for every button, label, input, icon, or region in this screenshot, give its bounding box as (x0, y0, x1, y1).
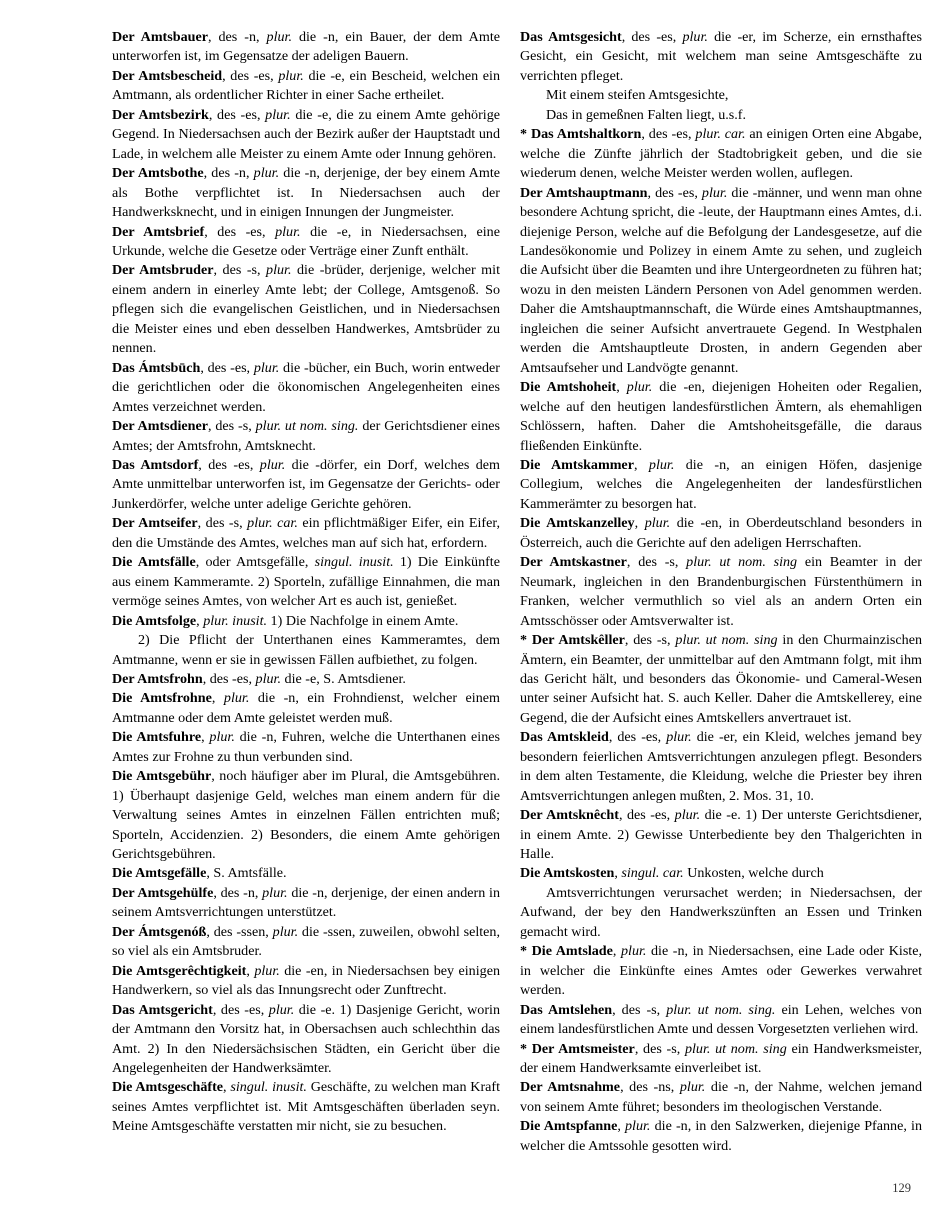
entry-grammar-italic: plur. (682, 29, 708, 45)
entry-grammar-italic: plur. (275, 223, 301, 240)
entry-headword: Das Amtskleid (520, 729, 609, 746)
entry-body: die -n, der Nahme, welchen jemand von seinem Amte führet; besonders im theologischen Verstande. (520, 1079, 922, 1115)
entry-body: die -e, ein Bescheid, welchen ein Amtmann, als ordentlicher Richter in einer Sache ertheilet. (112, 67, 500, 104)
entry-grammar-plain: , (246, 962, 255, 979)
entry-headword: Die Amtsgerêchtigkeit (112, 962, 247, 979)
dictionary-entry (112, 514, 500, 553)
entry-grammar-plain: , des -s, (207, 418, 256, 435)
entry-headword: Die Amtsgefälle (112, 865, 207, 882)
dictionary-entry (520, 553, 922, 631)
entry-headword: Der Ámtsgenóß (112, 923, 207, 940)
entry-headword: Der Amtseifer (112, 515, 198, 532)
entry-grammar-italic: plur. (266, 262, 292, 279)
dictionary-entry (520, 514, 922, 553)
entry-grammar-plain: , S. Amtsfälle. (206, 865, 287, 882)
right-column (520, 28, 922, 1156)
entry-grammar-plain: , des -s, (634, 1040, 685, 1057)
entry-body: die -e, in Niedersachsen, eine Urkunde, welche die Gesetze oder Verträge einer Zunft enthält. (112, 223, 500, 259)
entry-body: die -n, ein Bauer, der dem Amte unterworfen ist, im Gegensatze der adeligen Bauern. (112, 29, 500, 65)
entry-headword: Das Amtsgericht (112, 1001, 213, 1018)
entry-headword: Das Amtslehen (520, 1001, 613, 1018)
dictionary-entry (112, 261, 500, 358)
entry-body: die -n, in den Salzwerken, diejenige Pfanne, in welcher die Amtssohle gesotten wird. (520, 1118, 922, 1154)
entry-headword: Der Amtsbruder (112, 262, 214, 279)
entry-body: die -er, im Scherze, ein ernsthaftes Gesicht, ein Gesicht, mit welchem man seine Amtsgeschäfte zu verrichten pfleget. (520, 29, 922, 84)
entry-grammar-plain: , oder Amtsgefälle, (195, 554, 315, 571)
entry-headword: Die Amtsfolge (112, 612, 197, 629)
left-column (112, 28, 500, 1137)
entry-grammar-plain: , des -es, (198, 456, 260, 473)
dictionary-entry (112, 359, 500, 417)
entry-body: ein Lehen, welches von einem landesfürstlichen Amte und dessen Vorgesetzten verliehen wird. (520, 1001, 922, 1038)
entry-grammar-italic: plur. ut nom. sing (684, 1040, 787, 1057)
entry-grammar-italic: plur. (268, 1001, 295, 1018)
entry-grammar-italic: plur. car. (695, 126, 746, 143)
entry-grammar-plain: , des -s, (626, 554, 687, 571)
dictionary-entry (112, 728, 500, 767)
dictionary-entry (112, 417, 500, 456)
entry-body: die -en, in Oberdeutschland besonders in Österreich, auch die Gerichte auf den adeligen Herrschaften. (520, 515, 923, 551)
entry-grammar-italic: plur. (620, 943, 647, 960)
entry-grammar-plain: , des -s, (612, 1001, 667, 1018)
dictionary-entry (520, 1001, 922, 1040)
entry-grammar-plain: , des -es, (208, 106, 266, 123)
entry-body: die -dörfer, ein Dorf, welches dem Amte unmittelbar unterworfen ist, im Gegensatze der Gerichts- oder Junkerdörfer, welche unter adelige Gerichte gehören. (112, 456, 501, 512)
dictionary-entry (112, 612, 500, 631)
entry-grammar-plain: , (201, 729, 210, 746)
entry-grammar-plain: , des -n, (203, 165, 254, 182)
dictionary-entry (112, 670, 500, 689)
entry-grammar-plain: , (633, 456, 649, 473)
entry-grammar-italic: plur. (253, 359, 280, 376)
entry-grammar-plain: , des -es, (641, 126, 696, 143)
dictionary-entry (112, 864, 500, 883)
entry-body: die -n, derjenige, der einen andern in seinem Amtsverrichtungen unterstützet. (112, 884, 500, 921)
dictionary-entry (520, 456, 922, 514)
entry-headword: Der Amtsbothe (112, 165, 204, 182)
entry-grammar-plain: , des -es, (618, 807, 675, 824)
entry-headword: * Der Amtsmeister (520, 1040, 635, 1057)
entry-headword: Der Amtsfrohn (112, 670, 203, 687)
dictionary-entry (520, 1040, 922, 1079)
verse-quote-line: Mit einem steifen Amtsgesichte, (546, 87, 729, 104)
dictionary-entry (520, 942, 922, 1000)
dictionary-entry (520, 1117, 922, 1156)
entry-grammar-italic: plur. (259, 456, 286, 473)
entry-grammar-italic: plur. (255, 670, 282, 687)
entry-grammar-plain: , des -es, (204, 223, 276, 240)
dictionary-entry (112, 164, 500, 222)
entry-headword: Die Amtsfuhre (112, 729, 202, 746)
entry-grammar-italic: plur. car. (247, 515, 298, 532)
entry-continuation: Amtsverrichtungen verursachet werden; in Niedersachsen, der Aufwand, der bey den Handwerkszünften an Essen und Trinken gemacht wird. (520, 884, 922, 940)
entry-body: ein Beamter in der Neumark, ingleichen in den Brandenburgischen Fürstenthümern in Franken, welcher vermuthlich so viel als an andern Orten ein Amtsschösser oder Amtsverwalter ist. (520, 554, 922, 629)
entry-headword: * Die Amtslade (520, 943, 613, 960)
entry-grammar-italic: plur. inusit. (203, 612, 268, 629)
entry-headword: Die Amtsfrohne (112, 690, 212, 707)
dictionary-entry (520, 28, 922, 86)
entry-headword: Das Amtsgesicht (520, 29, 622, 45)
entry-grammar-italic: plur. ut nom. sing. (666, 1001, 776, 1018)
entry-grammar-plain: , (614, 865, 622, 882)
entry-grammar-italic: singul. inusit. (230, 1079, 307, 1096)
verse-quote-line: Das in gemeßnen Falten liegt, u.s.f. (546, 106, 747, 123)
dictionary-entry (520, 806, 922, 864)
entry-grammar-italic: plur. ut nom. sing. (255, 418, 359, 435)
entry-grammar-plain: , des -es, (222, 67, 279, 84)
entry-grammar-plain: , (617, 1118, 625, 1135)
page-number: 129 (892, 1181, 911, 1195)
entry-body: die -ssen, zuweilen, obwohl selten, so viel als ein Amtsbruder. (112, 923, 500, 960)
dictionary-entry (520, 1078, 922, 1117)
dictionary-entry (112, 456, 500, 514)
entry-body: an einigen Orten eine Abgabe, welche die Zünfte jährlich der Stadtobrigkeit geben, und die sie wiederum denen, welche Meister werden wollen, auflegen. (520, 126, 922, 182)
entry-headword: Der Amtsbauer (112, 29, 208, 45)
entry-grammar-italic: plur. (262, 884, 288, 901)
entry-grammar-plain: , des -ssen, (206, 923, 273, 940)
dictionary-entry (112, 67, 500, 106)
entry-grammar-italic: plur. (701, 184, 728, 201)
entry-continuation: 2) Die Pflicht der Unterthanen eines Kammeramtes, dem Amtmanne, wenn er sie in gewissen Fällen aufbiethet, zu folgen. (112, 632, 500, 668)
entry-grammar-plain: , des -n, (213, 884, 263, 901)
entry-headword: Der Amtsgehülfe (112, 884, 214, 901)
entry-body: Unkosten, welche durch (683, 865, 824, 882)
entry-body: die -en, in Niedersachsen bey einigen Handwerkern, so viel als das Innungsrecht oder Zunftrecht. (112, 962, 500, 999)
entry-headword: Der Amtskastner (520, 554, 627, 571)
entry-body: die -n, an einigen Höfen, dasjenige Collegium, welches die Angelegenheiten der landesfürstlichen Kammerämter zu besorgen hat. (520, 456, 923, 512)
entry-grammar-plain: , (616, 379, 627, 396)
entry-grammar-plain: , des -es, (621, 29, 683, 45)
entry-body: 1) Die Einkünfte aus einem Kammeramte. 2) Sporteln, zufällige Einnahmen, die man vermöge seines Amtes, von welcher Art es auch ist, genießet. (112, 554, 500, 610)
entry-headword: Der Amtsdiener (112, 418, 208, 435)
entry-headword: Die Amtspfanne (520, 1118, 618, 1135)
entry-headword: Der Amtsbezirk (112, 106, 209, 123)
entry-grammar-plain: , noch häufiger aber im Plural, die Amtsgebühren. 1) Überhaupt dasjenige Geld, welches man einem andern für die Verwaltung seines Amtes in einzelnen Fällen entrichten muß; Sporteln, Accidenzien. 2) Besonders, die einem Amte gehörigen Gerichtsgebühren. (112, 768, 500, 863)
entry-grammar-plain: , des -es, (200, 359, 254, 376)
entry-grammar-italic: plur. (626, 379, 653, 396)
entry-grammar-italic: plur. (666, 729, 692, 746)
entry-headword: Die Amtshoheit (520, 379, 617, 396)
entry-grammar-italic: plur. ut nom. sing (686, 554, 798, 571)
entry-grammar-plain: , des -s, (213, 262, 267, 279)
entry-grammar-plain: , des -s, (624, 632, 676, 649)
entry-body: die -e. 1) Dasjenige Gericht, worin der Amtmann den Vorsitz hat, in Obersachsen auch schlechthin das Amt. 2) In den Niedersächsischen Städten, ein Gericht über die Angelegenheiten der Handwerksämter. (112, 1001, 501, 1077)
dictionary-entry (112, 1001, 500, 1079)
dictionary-entry (112, 106, 500, 164)
entry-headword: Die Amtskosten (520, 865, 615, 882)
entry-body: die -n, in Niedersachsen, eine Lade oder Kiste, in welcher die Einkünfte eines Amtes oder Gewerkes verwahret werden. (520, 943, 923, 999)
entry-headword: Der Amtsbescheid (112, 67, 223, 84)
entry-grammar-italic: plur. (625, 1118, 651, 1135)
entry-grammar-plain: , (196, 612, 204, 629)
dictionary-entry (520, 864, 922, 883)
entry-grammar-italic: plur. (266, 29, 292, 45)
dictionary-entry (112, 553, 500, 611)
entry-grammar-italic: plur. (265, 106, 291, 123)
entry-headword: Die Amtskammer (520, 456, 634, 473)
entry-grammar-plain: , des -ns, (620, 1079, 680, 1096)
dictionary-entry (112, 223, 500, 262)
entry-grammar-italic: plur. (278, 67, 304, 84)
entry-body: die -er, ein Kleid, welches jemand bey besondern feierlichen Amtsverrichtungen anzulegen pflegt. Besonders in dem alten Testamente, die Kleidung, welche die Priester bey ihren Amtsverrichtungen anlegen mußten, 2. Mos. 31, 10. (520, 729, 922, 804)
entry-body: der Gerichtsdiener eines Amtes; der Amtsfrohn, Amtsknecht. (112, 418, 500, 454)
entry-grammar-italic: plur. (254, 962, 280, 979)
dictionary-entry (520, 631, 922, 728)
entry-grammar-plain: , (634, 515, 645, 532)
entry-body: die -bücher, ein Buch, worin entweder die gerichtlichen oder die ökonomischen Angelegenheiten eines Amtes verzeichnet werden. (112, 359, 500, 415)
entry-grammar-plain: , (211, 690, 224, 707)
entry-grammar-italic: plur. (253, 165, 280, 182)
entry-grammar-italic: plur. (644, 515, 671, 532)
entry-body: die -brüder, derjenige, welcher mit einem andern in einerley Amte lebt; der College, Amtsgenoß. So pflegen sich die evangelischen Geistlichen, und in Niedersachsen die Meister eines und eben desselben Handwerkes, Amtsbrüder zu nennen. (112, 262, 500, 357)
entry-headword: Die Amtsgebühr (112, 768, 212, 785)
entry-grammar-italic: plur. (223, 690, 250, 707)
entry-body: ein pflichtmäßiger Eifer, ein Eifer, den die Umstände des Amtes, welches man auf sich hat, erfordern. (112, 515, 500, 551)
entry-headword: * Das Amtshaltkorn (520, 126, 642, 143)
dictionary-entry (520, 728, 922, 806)
entry-grammar-italic: plur. (679, 1079, 706, 1096)
entry-body: die -männer, und wenn man ohne besondere Achtung spricht, die -leute, der Hauptmann eines Amtes, d.i. diejenige Person, welche auf die Befolgung der Landesgesetze, auf die Landesökonomie und Polizey in einem Amte zu sehen, und zugleich die Aufsicht über die Beamten und ihre Untergeordneten zu führen hat; wozu in den meisten Ländern Personen von Adel genommen werden. Daher die Amtshauptmannschaft, die Würde eines Amtshauptmannes, ingleichen die seiner Aufsicht anvertrauete Gegend. In Westphalen werden die Amtshauptleute Drosten, in andern Gegenden aber Amtsaufseher und Landvögte genannt. (520, 184, 923, 376)
entry-grammar-plain: , des -es, (212, 1001, 269, 1018)
entry-headword: * Der Amtskêller (520, 632, 625, 649)
entry-headword: Die Amtsfälle (112, 554, 196, 571)
entry-grammar-italic: plur. (272, 923, 299, 940)
dictionary-entry (112, 884, 500, 923)
entry-headword: Die Amtskanzelley (520, 515, 635, 532)
entry-body: die -e, S. Amtsdiener. (281, 670, 406, 687)
entry-body: die -en, diejenigen Hoheiten oder Regalien, welche auf den heutigen landesfürstlichen Ämtern, als ehemahligen Schlössern, haften. Daher die Amtshoheitsgefälle, die daraus fließenden Einkünfte. (520, 379, 923, 454)
entry-body: die -e, die zu einem Amte gehörige Gegend. In Niedersachsen auch der Bezirk außer der Hauptstadt und Lade, in welchem alle Meister zu einem Amte oder Innung gehören. (112, 106, 500, 162)
entry-headword: Der Amtsknêcht (520, 807, 619, 824)
dictionary-entry (112, 28, 500, 67)
entry-headword: Der Amtsbrief (112, 223, 205, 240)
entry-body: 1) Die Nachfolge in einem Amte. (267, 612, 459, 629)
dictionary-entry (520, 125, 922, 183)
entry-body: in den Churmainzischen Ämtern, ein Beamter, der unmittelbar auf den Amtmann folgt, mit ihm das Gericht hält, und besonders das Ökonomie- und Cameral-Wesen unter seiner Aufsicht hat. S. auch Keller. Daher die Amtskellerey, eine Gegend, die der Aufsicht eines Amtskellers anvertrauet ist. (520, 632, 922, 726)
entry-headword: Die Amtsgeschäfte (112, 1079, 224, 1096)
entry-grammar-italic: singul. car. (621, 865, 684, 882)
entry-grammar-italic: plur. ut nom. sing (675, 632, 778, 649)
entry-body: Geschäfte, zu welchen man Kraft seines Amtes verpflichtet ist. Mit Amtsgeschäften überladen seyn. Meine Amtsgeschäfte verstatten mir nicht, sie zu besuchen. (112, 1079, 501, 1135)
entry-body: die -n, ein Frohndienst, welcher einem Amtmanne oder dem Amte geleistet werden muß. (112, 690, 500, 726)
entry-body: ein Handwerksmeister, der einem Handwerksamte einverleibet ist. (520, 1040, 922, 1077)
entry-grammar-italic: plur. (648, 456, 675, 473)
entry-headword: Der Amtsnahme (520, 1079, 621, 1096)
dictionary-entry (112, 923, 500, 962)
dictionary-entry (520, 184, 922, 379)
dictionary-entry (112, 962, 500, 1001)
entry-headword: Das Ámtsbūch (112, 359, 201, 376)
entry-grammar-italic: plur. (209, 729, 235, 746)
entry-headword: Der Amtshauptmann (520, 184, 648, 201)
dictionary-entry (112, 1078, 500, 1136)
dictionary-entry (112, 767, 500, 864)
entry-grammar-plain: , (612, 943, 621, 960)
entry-grammar-italic: plur. (674, 807, 701, 824)
entry-grammar-plain: , (223, 1079, 231, 1096)
entry-headword: Das Amtsdorf (112, 456, 199, 473)
dictionary-entry (520, 378, 922, 456)
entry-body: die -n, Fuhren, welche die Unterthanen eines Amtes zur Frohne zu thun verbunden sind. (112, 729, 500, 765)
entry-body: die -e. 1) Der unterste Gerichtsdiener, in einem Amte. 2) Gewisse Unterbediente bey den Thalgerichten in Halle. (520, 807, 923, 863)
dictionary-entry (112, 689, 500, 728)
entry-body: die -n, derjenige, der bey einem Amte als Bothe verpflichtet ist. In Niedersachsen auch der Handwerksknecht, und in einigen Innungen der Jungmeister. (112, 165, 500, 221)
two-column-layout (0, 28, 935, 1156)
entry-grammar-italic: singul. inusit. (314, 554, 394, 571)
entry-grammar-plain: , des -n, (207, 29, 267, 45)
entry-grammar-plain: , des -es, (647, 184, 702, 201)
entry-grammar-plain: , des -s, (197, 515, 248, 532)
entry-grammar-plain: , des -es, (202, 670, 256, 687)
entry-grammar-plain: , des -es, (608, 729, 667, 746)
